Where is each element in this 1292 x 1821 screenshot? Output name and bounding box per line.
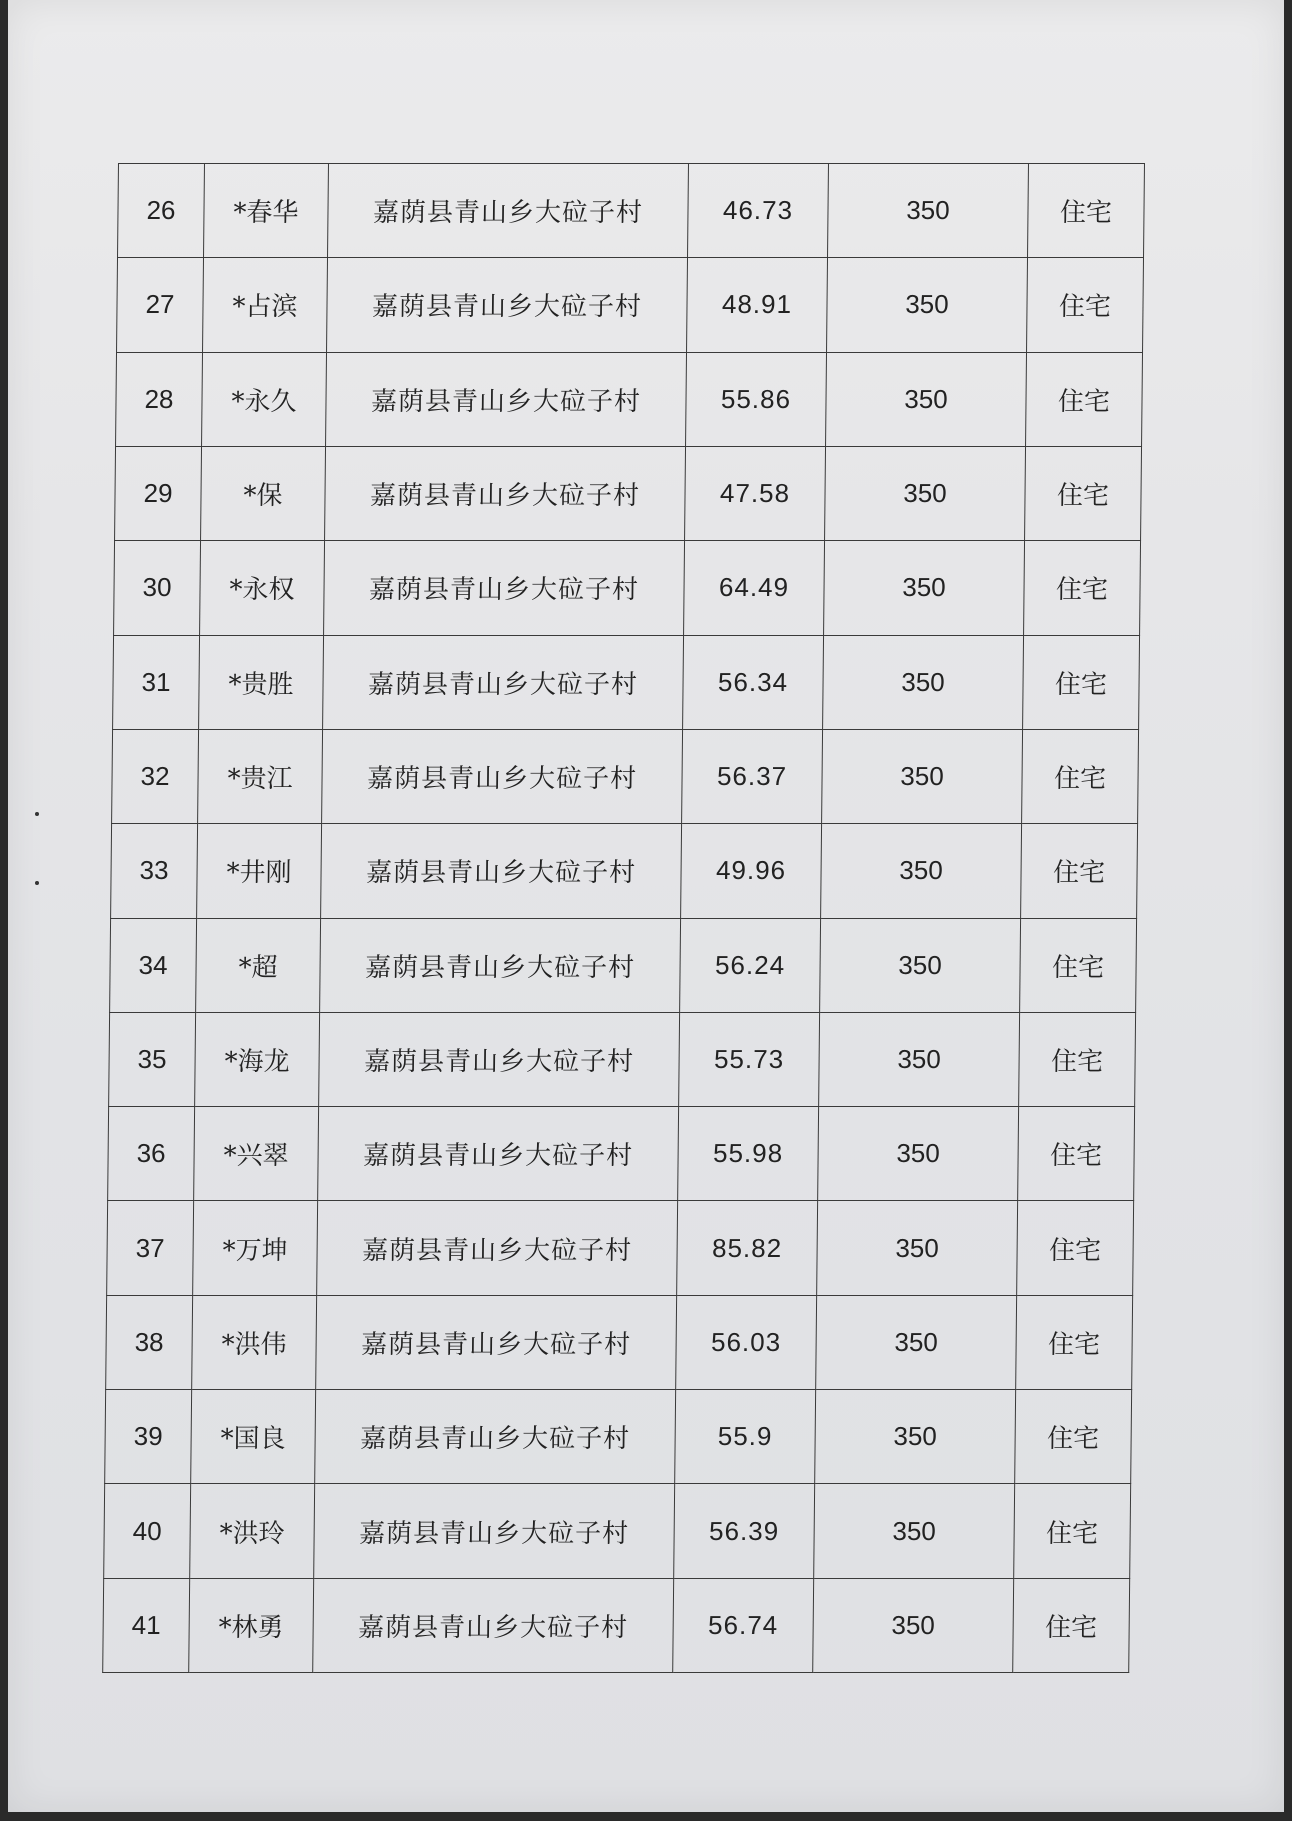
row-number-cell: 26: [118, 164, 205, 258]
document-table-wrapper: [102, 163, 1144, 1673]
area-cell: 56.39: [674, 1484, 815, 1578]
table-row: [111, 824, 1138, 918]
row-number-cell: 39: [105, 1390, 192, 1484]
area-cell: 47.58: [685, 446, 826, 540]
row-number-cell: 36: [108, 1107, 195, 1201]
area-cell: 56.24: [680, 918, 821, 1012]
price-cell: 350: [817, 1201, 1018, 1295]
table-row: [110, 918, 1137, 1012]
owner-name-cell: *永权: [200, 541, 325, 635]
price-cell: 350: [816, 1295, 1017, 1389]
usage-cell: 住宅: [1017, 1201, 1134, 1295]
address-cell: 嘉荫县青山乡大砬子村: [315, 1390, 676, 1484]
address-cell: 嘉荫县青山乡大砬子村: [323, 635, 684, 729]
owner-name-cell: *国良: [191, 1390, 316, 1484]
area-cell: 55.98: [678, 1107, 819, 1201]
address-cell: 嘉荫县青山乡大砬子村: [321, 824, 682, 918]
row-number-cell: 31: [113, 635, 200, 729]
owner-name-cell: *万坤: [193, 1201, 318, 1295]
row-number-cell: 35: [109, 1012, 196, 1106]
area-cell: 56.34: [683, 635, 824, 729]
address-cell: 嘉荫县青山乡大砬子村: [314, 1484, 675, 1578]
area-cell: 56.37: [682, 729, 823, 823]
row-number-cell: 37: [107, 1201, 194, 1295]
price-cell: 350: [820, 918, 1021, 1012]
table-row: [114, 541, 1141, 635]
table-row: [107, 1201, 1134, 1295]
table-row: [106, 1295, 1133, 1389]
area-cell: 56.74: [673, 1578, 814, 1672]
table-row: [113, 635, 1140, 729]
table-row: [115, 446, 1142, 540]
owner-name-cell: *井刚: [197, 824, 322, 918]
owner-name-cell: *超: [196, 918, 321, 1012]
address-cell: 嘉荫县青山乡大砬子村: [324, 541, 685, 635]
address-cell: 嘉荫县青山乡大砬子村: [328, 164, 689, 258]
property-table: [102, 163, 1145, 1673]
row-number-cell: 40: [104, 1484, 191, 1578]
owner-name-cell: *海龙: [195, 1012, 320, 1106]
owner-name-cell: *占滨: [203, 258, 328, 352]
address-cell: 嘉荫县青山乡大砬子村: [326, 352, 687, 446]
area-cell: 85.82: [677, 1201, 818, 1295]
owner-name-cell: *洪玲: [190, 1484, 315, 1578]
owner-name-cell: *贵江: [198, 729, 323, 823]
usage-cell: 住宅: [1023, 635, 1140, 729]
table-row: [105, 1390, 1132, 1484]
table-row: [116, 352, 1143, 446]
price-cell: 350: [815, 1390, 1016, 1484]
area-cell: 55.73: [679, 1012, 820, 1106]
address-cell: 嘉荫县青山乡大砬子村: [325, 446, 686, 540]
margin-mark-1: [35, 812, 39, 816]
usage-cell: 住宅: [1025, 446, 1142, 540]
owner-name-cell: *永久: [202, 352, 327, 446]
usage-cell: 住宅: [1022, 729, 1139, 823]
address-cell: 嘉荫县青山乡大砬子村: [318, 1107, 679, 1201]
usage-cell: 住宅: [1019, 1012, 1136, 1106]
area-cell: 55.86: [686, 352, 827, 446]
table-row: [112, 729, 1139, 823]
address-cell: 嘉荫县青山乡大砬子村: [319, 1012, 680, 1106]
table-row: [109, 1012, 1136, 1106]
price-cell: 350: [819, 1012, 1020, 1106]
address-cell: 嘉荫县青山乡大砬子村: [313, 1578, 674, 1672]
price-cell: 350: [828, 164, 1029, 258]
usage-cell: 住宅: [1020, 918, 1137, 1012]
row-number-cell: 33: [111, 824, 198, 918]
usage-cell: 住宅: [1026, 352, 1143, 446]
owner-name-cell: *兴翠: [194, 1107, 319, 1201]
usage-cell: 住宅: [1014, 1484, 1131, 1578]
table-row: [104, 1484, 1131, 1578]
area-cell: 64.49: [684, 541, 825, 635]
row-number-cell: 38: [106, 1295, 193, 1389]
owner-name-cell: *春华: [204, 164, 329, 258]
address-cell: 嘉荫县青山乡大砬子村: [322, 729, 683, 823]
address-cell: 嘉荫县青山乡大砬子村: [320, 918, 681, 1012]
price-cell: 350: [827, 258, 1028, 352]
usage-cell: 住宅: [1013, 1578, 1130, 1672]
table-row: [103, 1578, 1130, 1672]
price-cell: 350: [818, 1107, 1019, 1201]
usage-cell: 住宅: [1015, 1390, 1132, 1484]
margin-mark-2: [35, 881, 39, 885]
owner-name-cell: *林勇: [189, 1578, 314, 1672]
usage-cell: 住宅: [1016, 1295, 1133, 1389]
owner-name-cell: *保: [201, 446, 326, 540]
table-row: [108, 1107, 1135, 1201]
table-row: [118, 164, 1145, 258]
price-cell: 350: [823, 635, 1024, 729]
address-cell: 嘉荫县青山乡大砬子村: [317, 1201, 678, 1295]
price-cell: 350: [824, 541, 1025, 635]
usage-cell: 住宅: [1018, 1107, 1135, 1201]
row-number-cell: 34: [110, 918, 197, 1012]
area-cell: 46.73: [688, 164, 829, 258]
usage-cell: 住宅: [1027, 258, 1144, 352]
row-number-cell: 29: [115, 446, 202, 540]
price-cell: 350: [822, 729, 1023, 823]
address-cell: 嘉荫县青山乡大砬子村: [327, 258, 688, 352]
address-cell: 嘉荫县青山乡大砬子村: [316, 1295, 677, 1389]
price-cell: 350: [814, 1484, 1015, 1578]
row-number-cell: 41: [103, 1578, 190, 1672]
row-number-cell: 30: [114, 541, 201, 635]
area-cell: 55.9: [675, 1390, 816, 1484]
owner-name-cell: *贵胜: [199, 635, 324, 729]
row-number-cell: 32: [112, 729, 199, 823]
row-number-cell: 28: [116, 352, 203, 446]
price-cell: 350: [821, 824, 1022, 918]
price-cell: 350: [813, 1578, 1014, 1672]
row-number-cell: 27: [117, 258, 204, 352]
usage-cell: 住宅: [1021, 824, 1138, 918]
owner-name-cell: *洪伟: [192, 1295, 317, 1389]
price-cell: 350: [825, 446, 1026, 540]
table-body: [103, 164, 1145, 1673]
usage-cell: 住宅: [1024, 541, 1141, 635]
usage-cell: 住宅: [1028, 164, 1145, 258]
area-cell: 49.96: [681, 824, 822, 918]
area-cell: 48.91: [687, 258, 828, 352]
table-row: [117, 258, 1144, 352]
area-cell: 56.03: [676, 1295, 817, 1389]
price-cell: 350: [826, 352, 1027, 446]
